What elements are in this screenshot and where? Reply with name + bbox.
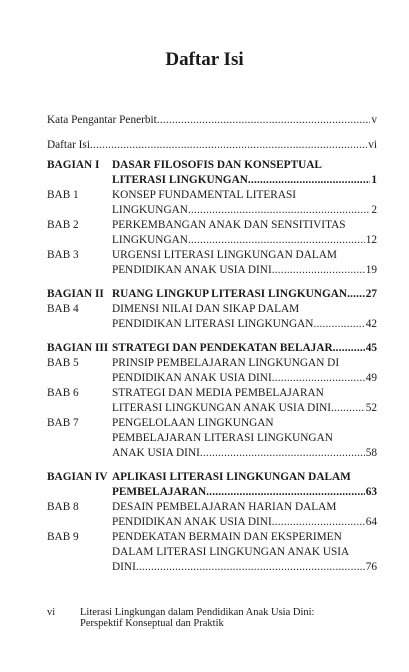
section-title-line: APLIKASI LITERASI LINGKUNGAN DALAM xyxy=(112,471,351,483)
toc-page-number: 1 xyxy=(371,174,377,186)
leader-dots xyxy=(157,113,371,128)
footer-book-title-line: Perspektif Konseptual dan Praktik xyxy=(80,618,224,629)
table-of-contents xyxy=(47,113,377,575)
toc-section-bagian-3[interactable] xyxy=(47,341,377,356)
leader-dots xyxy=(200,446,365,461)
chapter-label: BAB 1 xyxy=(47,189,79,201)
toc-chapter-bab-9[interactable] xyxy=(47,530,377,575)
leader-dots xyxy=(331,401,365,416)
toc-chapter-bab-3[interactable] xyxy=(47,248,377,278)
chapter-title-line: LINGKUNGAN xyxy=(112,234,188,246)
section-title-line: RUANG LINGKUP LITERASI LINGKUNGAN xyxy=(112,288,348,300)
leader-dots xyxy=(188,203,370,218)
section-label: BAGIAN I xyxy=(47,159,100,171)
toc-chapter-bab-1[interactable] xyxy=(47,188,377,218)
toc-page-number: 49 xyxy=(365,372,377,384)
toc-page-number: 64 xyxy=(365,516,377,528)
toc-page-number: 58 xyxy=(365,447,377,459)
toc-entry-daftar-isi[interactable] xyxy=(47,138,377,153)
toc-entry-kata-pengantar[interactable] xyxy=(47,113,377,128)
page-title: Daftar Isi xyxy=(165,49,244,70)
chapter-title-line: PEMBELAJARAN LITERASI LINGKUNGAN xyxy=(112,432,333,444)
chapter-title-line: KONSEP FUNDAMENTAL LITERASI xyxy=(112,189,297,201)
chapter-title-line: PENDIDIKAN ANAK USIA DINI xyxy=(112,516,272,528)
chapter-title-line: ANAK USIA DINI xyxy=(112,447,200,459)
toc-chapter-bab-5[interactable] xyxy=(47,356,377,386)
toc-page-number: 76 xyxy=(365,561,377,573)
chapter-title-line: DALAM LITERASI LINGKUNGAN ANAK USIA xyxy=(112,546,350,558)
page-footer xyxy=(47,607,314,629)
footer-book-title-line: Literasi Lingkungan dalam Pendidikan Anak Usia Dini: xyxy=(80,607,315,618)
toc-chapter-bab-8[interactable] xyxy=(47,500,377,530)
chapter-label: BAB 3 xyxy=(47,249,79,261)
toc-page-number: 19 xyxy=(365,264,377,276)
footer-page-number: vi xyxy=(47,607,56,618)
toc-page-number: 42 xyxy=(365,318,377,330)
section-title-line: DASAR FILOSOFIS DAN KONSEPTUAL xyxy=(112,159,322,171)
toc-chapter-bab-6[interactable] xyxy=(47,386,377,416)
toc-page-number: vi xyxy=(368,139,377,151)
toc-chapter-bab-7[interactable] xyxy=(47,416,377,461)
leader-dots xyxy=(333,341,365,356)
leader-dots xyxy=(272,515,365,530)
toc-entry-title: Kata Pengantar Penerbit xyxy=(47,114,157,126)
chapter-title-line: PENGELOLAAN LINGKUNGAN xyxy=(112,417,274,429)
chapter-title-line: DINI xyxy=(112,561,136,573)
toc-chapter-bab-2[interactable] xyxy=(47,218,377,248)
leader-dots xyxy=(90,138,367,153)
leader-dots xyxy=(188,233,365,248)
leader-dots xyxy=(272,371,365,386)
toc-section-bagian-4[interactable] xyxy=(47,470,377,500)
chapter-title-line: STRATEGI DAN MEDIA PEMBELAJARAN xyxy=(112,387,324,399)
toc-page-number: 27 xyxy=(365,288,377,300)
chapter-title-line: DESAIN PEMBELAJARAN HARIAN DALAM xyxy=(112,501,337,513)
section-title-line: STRATEGI DAN PENDEKATAN BELAJAR xyxy=(112,342,333,354)
toc-page-number: 52 xyxy=(365,402,377,414)
chapter-title-line: PENDIDIKAN ANAK USIA DINI xyxy=(112,372,272,384)
toc-chapter-bab-4[interactable] xyxy=(47,302,377,332)
toc-page-number: 63 xyxy=(365,486,377,498)
toc-page-number: v xyxy=(371,114,377,126)
chapter-title-line: LINGKUNGAN xyxy=(112,204,188,216)
toc-page-number: 12 xyxy=(365,234,377,246)
toc-page-number: 45 xyxy=(365,342,377,354)
toc-section-bagian-2[interactable] xyxy=(47,287,377,302)
leader-dots xyxy=(248,173,370,188)
chapter-title-line: URGENSI LITERASI LINGKUNGAN DALAM xyxy=(112,249,337,261)
section-title-line: LITERASI LINGKUNGAN xyxy=(112,174,248,186)
chapter-label: BAB 8 xyxy=(47,501,79,513)
chapter-title-line: PERKEMBANGAN ANAK DAN SENSITIVITAS xyxy=(112,219,346,231)
toc-entry-title: Daftar Isi xyxy=(47,139,90,151)
chapter-label: BAB 6 xyxy=(47,387,79,399)
chapter-title-line: PENDIDIKAN ANAK USIA DINI xyxy=(112,264,272,276)
section-label: BAGIAN III xyxy=(47,342,109,354)
leader-dots xyxy=(272,263,365,278)
section-label: BAGIAN II xyxy=(47,288,104,300)
chapter-label: BAB 2 xyxy=(47,219,79,231)
chapter-label: BAB 4 xyxy=(47,303,79,315)
chapter-title-line: LITERASI LINGKUNGAN ANAK USIA DINI xyxy=(112,402,332,414)
chapter-label: BAB 7 xyxy=(47,417,79,429)
toc-section-bagian-1[interactable] xyxy=(47,158,377,188)
leader-dots xyxy=(206,485,365,500)
chapter-title-line: DIMENSI NILAI DAN SIKAP DALAM xyxy=(112,303,300,315)
leader-dots xyxy=(347,287,365,302)
toc-page-number: 2 xyxy=(371,204,377,216)
chapter-label: BAB 5 xyxy=(47,357,79,369)
section-title-line: PEMBELAJARAN xyxy=(112,486,207,498)
section-label: BAGIAN IV xyxy=(47,471,108,483)
chapter-title-line: PENDEKATAN BERMAIN DAN EKSPERIMEN xyxy=(112,531,342,543)
leader-dots xyxy=(136,560,365,575)
chapter-title-line: PRINSIP PEMBELAJARAN LINGKUNGAN DI xyxy=(112,357,340,369)
chapter-label: BAB 9 xyxy=(47,531,79,543)
chapter-title-line: PENDIDIKAN LITERASI LINGKUNGAN xyxy=(112,318,314,330)
footer-book-title xyxy=(80,607,314,629)
leader-dots xyxy=(313,317,364,332)
